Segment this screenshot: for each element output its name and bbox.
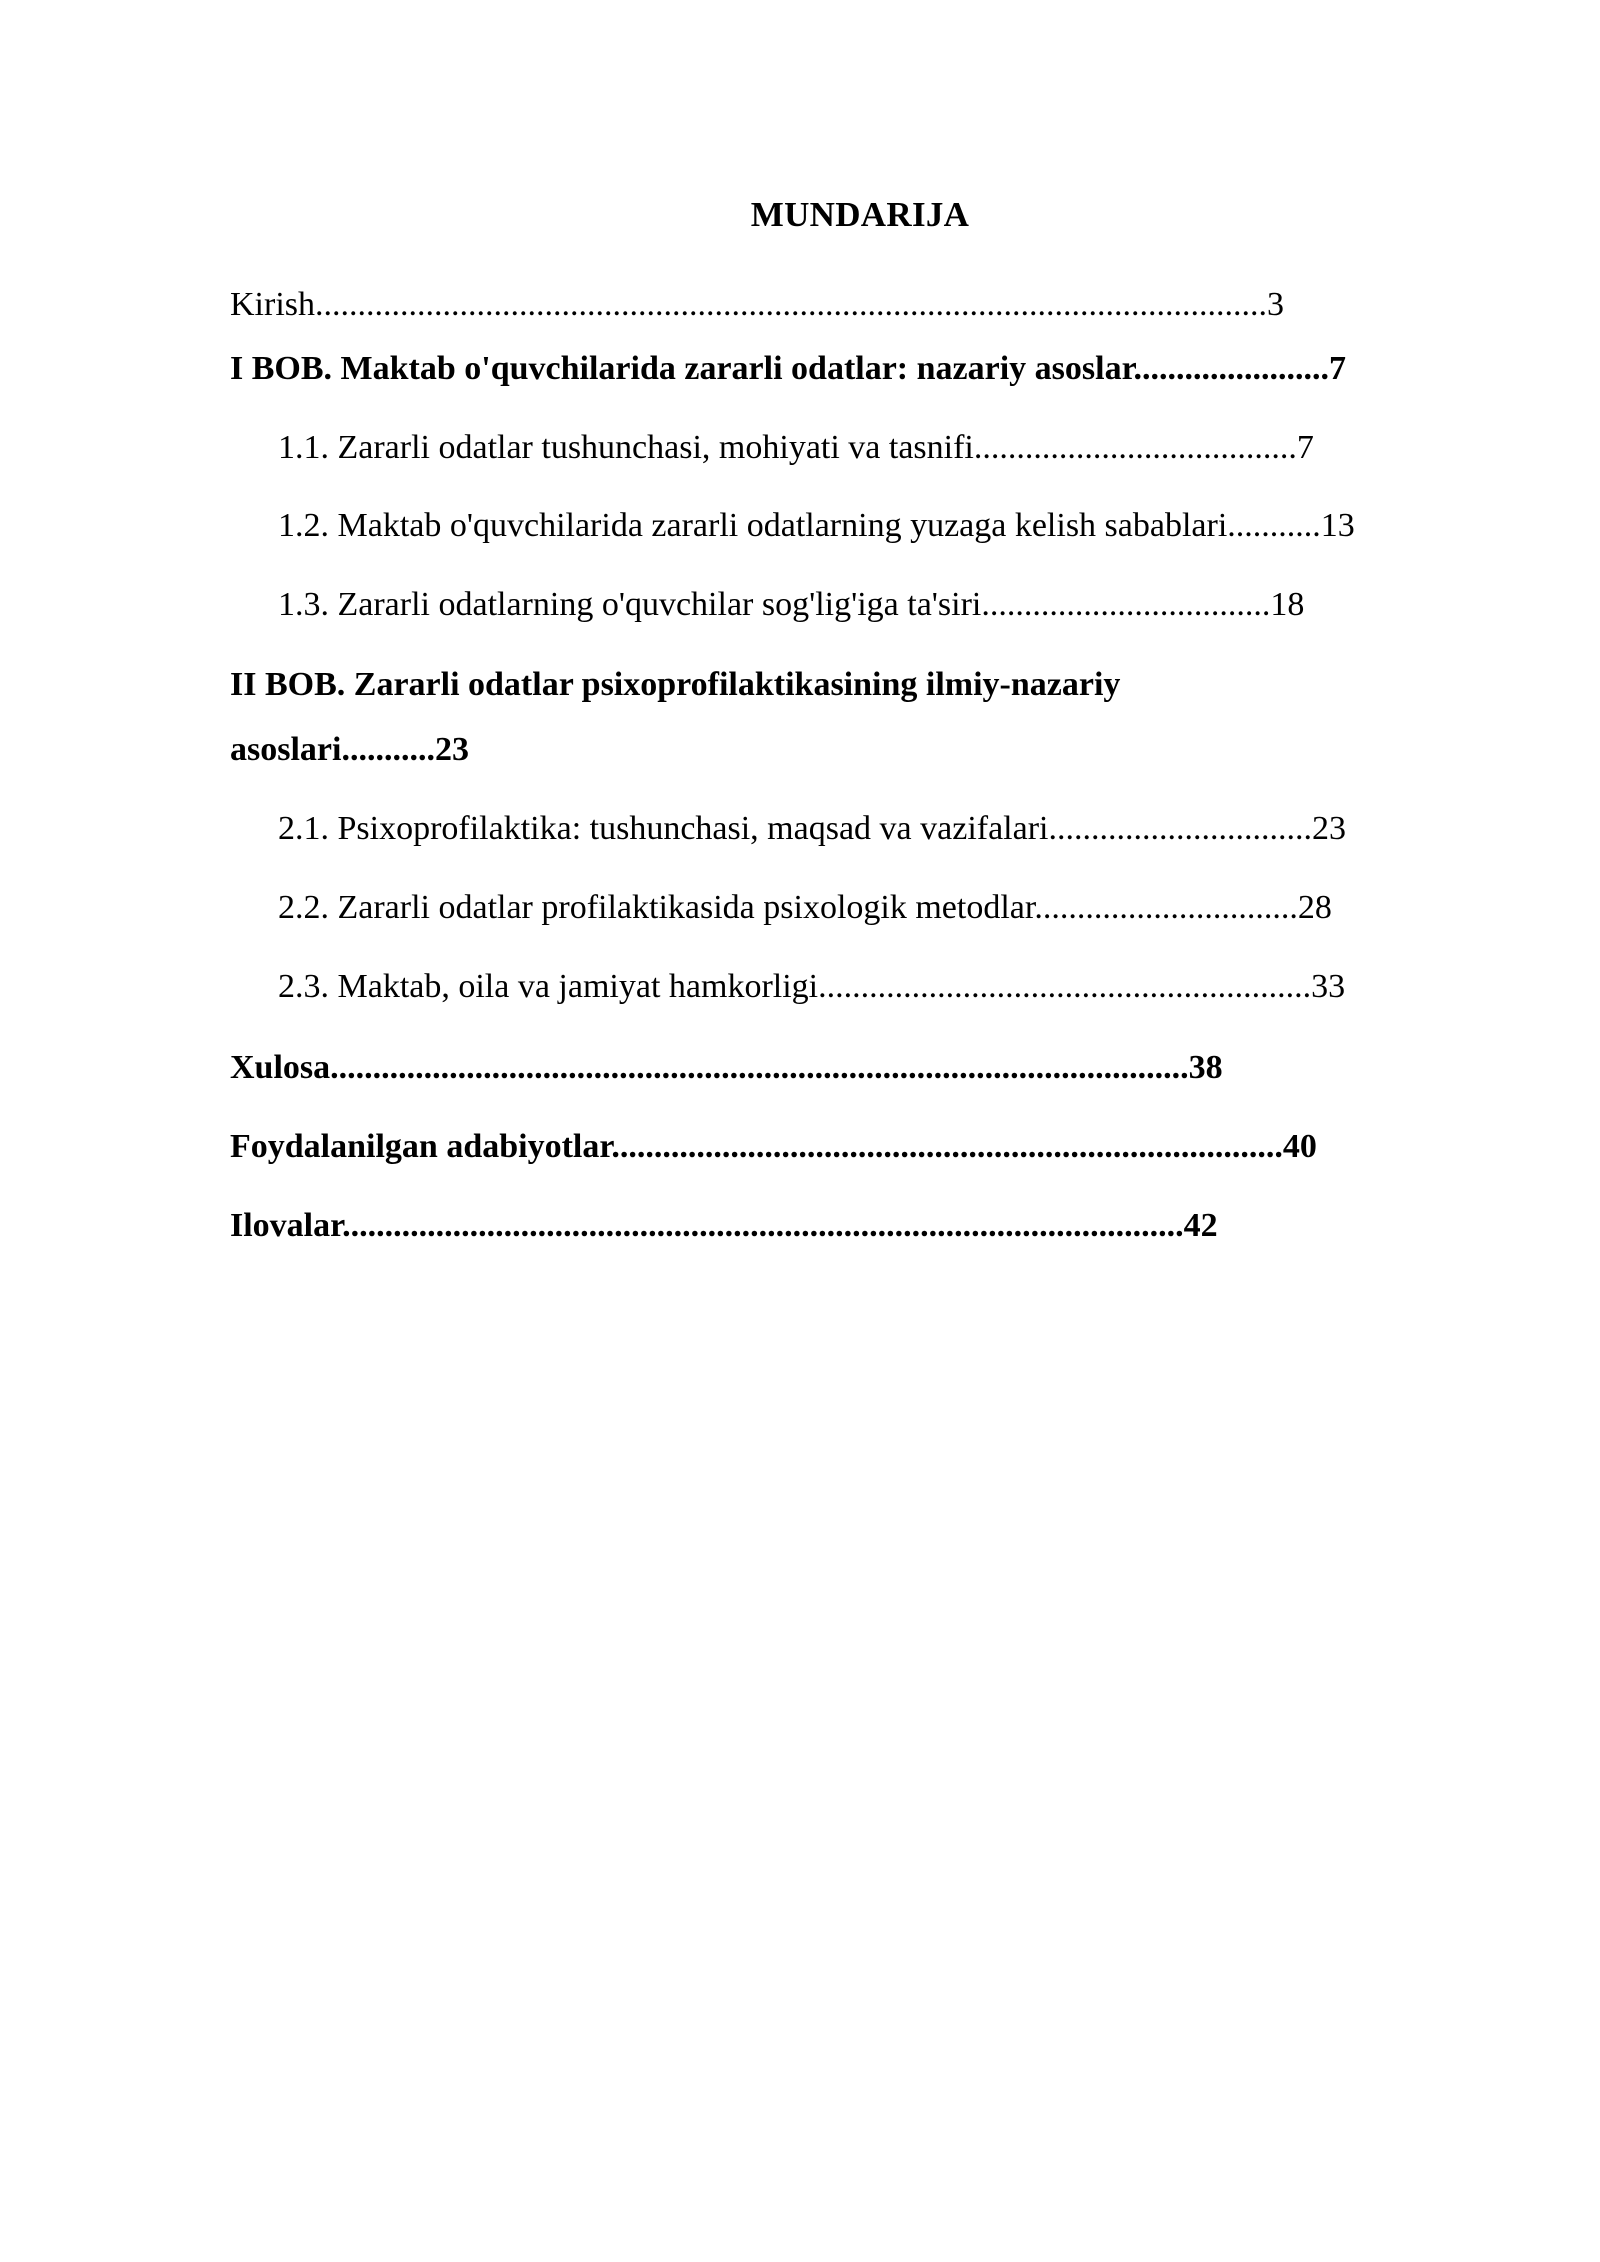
toc-entry-page: 38 [1188, 1049, 1223, 1086]
toc-entry-leader: ........... [1227, 507, 1321, 544]
toc-entry-leader: ............................... [1034, 889, 1298, 926]
toc-entry-label: 2.1. Psixoprofilaktika: tushunchasi, maqsad va vazifalari [278, 810, 1049, 847]
toc-entry-label: Foydalanilgan adabiyotlar [230, 1128, 612, 1165]
toc-entry-label: I BOB. Maktab o'quvchilarida zararli odatlar: nazariy asoslar [230, 350, 1134, 387]
toc-entry-label: Kirish [230, 286, 315, 323]
toc-entry-leader: ................................................................................................................ [315, 286, 1267, 323]
toc-entry-leader: ...................................... [973, 429, 1297, 466]
toc-entry-introduction[interactable] [230, 282, 1284, 328]
page-title: MUNDARIJA [750, 195, 970, 234]
toc-entry-section-1-1[interactable] [278, 425, 1314, 471]
toc-entry-page: 28 [1297, 889, 1332, 926]
toc-entry-leader: ............................... [1048, 810, 1312, 847]
toc-entry-page: 23 [1311, 810, 1346, 847]
toc-entry-page: 13 [1320, 507, 1355, 544]
toc-entry-leader: .................................. [981, 586, 1271, 623]
toc-entry-section-1-2[interactable] [278, 503, 1355, 549]
toc-entry-label: Xulosa [230, 1049, 331, 1086]
toc-entry-page: 18 [1270, 586, 1305, 623]
toc-entry-label: 1.1. Zararli odatlar tushunchasi, mohiyati va tasnifi [278, 429, 974, 466]
toc-entry-page: 40 [1282, 1128, 1317, 1165]
toc-entry-leader: ................................................................................................... [342, 1207, 1184, 1244]
toc-entry-section-2-2[interactable] [278, 885, 1332, 931]
toc-entry-label: 1.2. Maktab o'quvchilarida zararli odatlarning yuzaga kelish sabablari [278, 507, 1228, 544]
toc-entry-label: 1.3. Zararli odatlarning o'quvchilar sog'lig'iga ta'siri [278, 586, 982, 623]
toc-entry-leader: ....................... [1133, 350, 1330, 387]
toc-entry-label: 2.3. Maktab, oila va jamiyat hamkorligi [278, 968, 819, 1005]
toc-entry-section-1-3[interactable] [278, 582, 1304, 628]
toc-entry-page: 42 [1183, 1207, 1218, 1244]
toc-entry-conclusion[interactable] [230, 1045, 1223, 1091]
toc-entry-section-2-1[interactable] [278, 806, 1346, 852]
toc-entry-leader: ..................................................................................................... [330, 1049, 1189, 1086]
toc-entry-leader: ............................................................................... [611, 1128, 1283, 1165]
toc-entry-page: 23 [434, 731, 469, 768]
toc-entry-label: II BOB. Zararli odatlar psixoprofilaktikasining ilmiy-nazariy [230, 666, 1121, 703]
toc-entry-references[interactable] [230, 1124, 1317, 1170]
toc-entry-chapter-1[interactable] [230, 346, 1346, 392]
toc-entry-appendices[interactable] [230, 1203, 1218, 1249]
toc-entry-label: 2.2. Zararli odatlar profilaktikasida psixologik metodlar [278, 889, 1035, 926]
toc-entry-page: 7 [1329, 350, 1347, 387]
toc-entry-section-2-3[interactable] [278, 964, 1345, 1010]
toc-entry-chapter-2-continued[interactable] [230, 727, 469, 773]
toc-entry-leader: ........... [341, 731, 435, 768]
toc-entry-page: 33 [1311, 968, 1346, 1005]
toc-entry-page: 7 [1296, 429, 1314, 466]
toc-entry-chapter-2[interactable] [230, 662, 1120, 708]
toc-entry-label: Ilovalar [230, 1207, 343, 1244]
toc-entry-page: 3 [1267, 286, 1284, 323]
toc-entry-leader: .......................................................... [818, 968, 1312, 1005]
toc-entry-label: asoslari [230, 731, 342, 768]
